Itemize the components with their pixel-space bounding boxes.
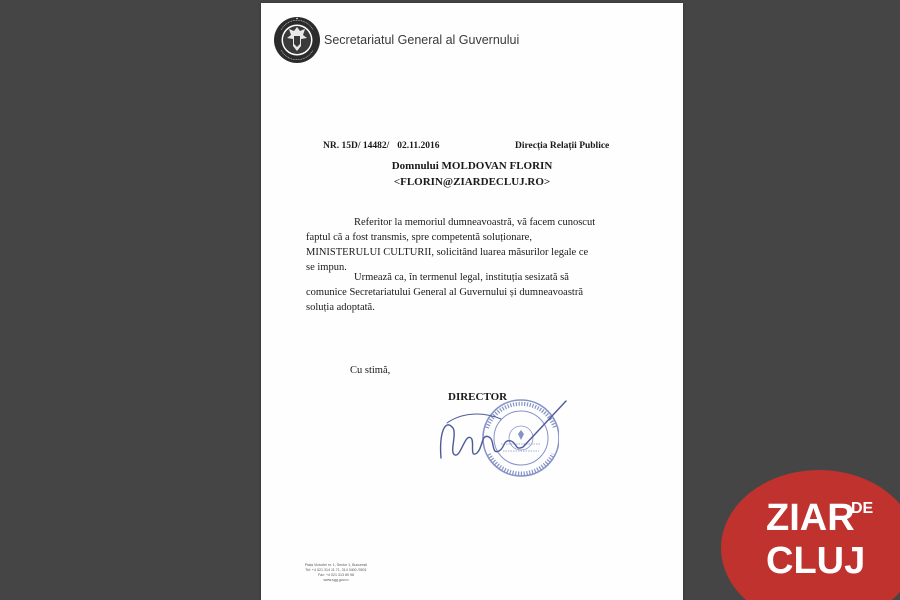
body-line: soluția adoptată. — [306, 302, 375, 313]
body-line: Referitor la memoriul dumneavoastră, vă facem cunoscut — [354, 217, 596, 228]
institution-name: Secretariatul General al Guvernului — [324, 33, 520, 47]
recipient-name: Domnului MOLDOVAN FLORIN — [391, 160, 553, 172]
footer-fax: Fax: +4 021 313 89 96 — [317, 573, 355, 577]
footer-phone: Tel: +4 021 314 11 71, 314 3400 /3501 — [305, 568, 367, 572]
signatory-title: DIRECTOR — [448, 391, 508, 403]
handwritten-signature-icon — [431, 393, 571, 473]
document-page — [261, 3, 683, 600]
body-line: se impun. — [306, 262, 347, 273]
body-line: comunice Secretariatului General al Guvernului și dumneavoastră — [306, 287, 583, 298]
romania-government-emblem-icon — [273, 16, 321, 64]
footer-website: www.sgg.gov.ro — [323, 578, 349, 582]
footer-address: Piața Victoriei nr. 1, Sector 1, București — [304, 563, 368, 567]
reference-number-value: NR. 15D/ 14482/ — [323, 141, 390, 151]
document-footer — [291, 563, 381, 583]
body-line: MINISTERULUI CULTURII, solicitând luarea măsurilor legale ce — [306, 247, 589, 258]
watermark-brand-de: DE — [851, 500, 874, 517]
recipient-email: <FLORIN@ZIARDECLUJ.RO> — [393, 176, 551, 188]
body-line: faptul că a fost transmis, spre competentă soluționare, — [306, 232, 532, 243]
reference-date: 02.11.2016 — [397, 141, 440, 151]
body-paragraph-1 — [306, 215, 651, 275]
ziar-de-cluj-watermark — [721, 470, 900, 600]
body-paragraph-2 — [306, 270, 651, 315]
body-line: Urmează ca, în termenul legal, instituția sesizată să — [354, 272, 569, 283]
closing-salutation: Cu stimă, — [350, 365, 391, 376]
watermark-brand-ziar: ZIAR — [766, 497, 855, 539]
department-name: Direcția Relații Publice — [515, 141, 610, 151]
watermark-brand-cluj: CLUJ — [766, 540, 866, 582]
reference-number — [323, 141, 439, 151]
